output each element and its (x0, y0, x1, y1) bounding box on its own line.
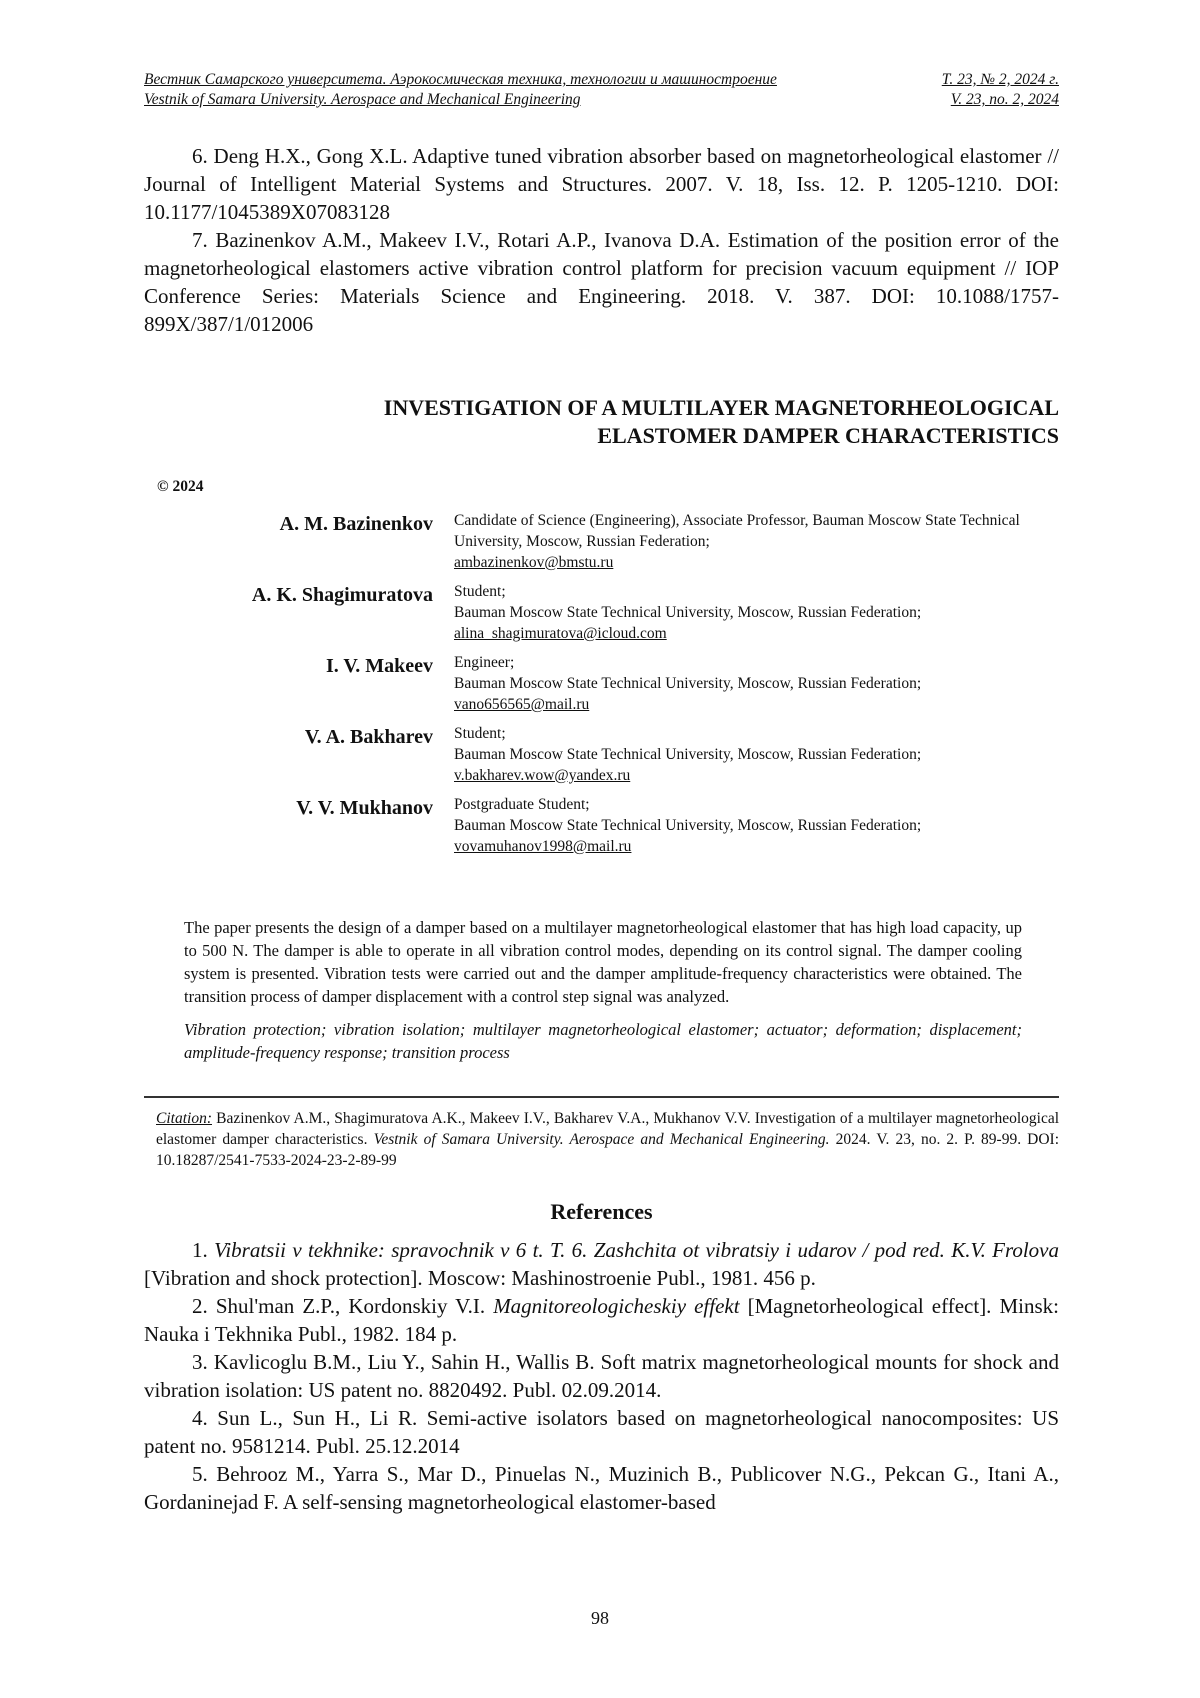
reference-number: 2. (192, 1294, 208, 1318)
abstract-block (184, 916, 1022, 1064)
reference-item: 6. Deng H.X., Gong X.L. Adaptive tuned vibration absorber based on magnetorheological elastomer // Journal of Intelligent Material Systems and Structures. 2007. V. 18, Iss. 12. P. 1205-1210. DOI: 10.1177/1045389X07083128 (144, 144, 1059, 224)
author-name: A. M. Bazinenkov (279, 513, 433, 535)
author-name: V. A. Bakharev (304, 726, 433, 748)
reference-number: 4. (192, 1406, 208, 1430)
author-name: I. V. Makeev (325, 655, 433, 677)
keywords: Vibration protection; vibration isolation; multilayer magnetorheological elastomer; actuator; deformation; displacement; amplitude-frequency response; transition process (184, 1020, 1022, 1062)
reference-item: 7. Bazinenkov A.M., Makeev I.V., Rotari A.P., Ivanova D.A. Estimation of the position error of the magnetorheological elastomers active vibration control platform for precision vacuum equipment // IOP Conference Series: Materials Science and Engineering. 2018. V. 387. DOI: 10.1088/1757-899X/387/1/012006 (144, 228, 1059, 336)
author-position: Student; (454, 583, 506, 600)
journal-name-ru: Вестник Самарского университета. Аэрокосмическая техника, технологии и машиностроение (144, 71, 777, 88)
references-heading: References (550, 1199, 653, 1224)
author-email-link[interactable]: v.bakharev.wow@yandex.ru (454, 767, 631, 784)
reference-italic-title: Vibratsii v tekhnike: spravochnik v 6 t. T. 6. Zashchita ot vibratsiy i udarov / pod red. K.V. Frolova (214, 1238, 1059, 1262)
author-entry (150, 510, 1059, 573)
reference-item (144, 1292, 1059, 1348)
citation-block (156, 1108, 1059, 1171)
reference-text: Behrooz M., Yarra S., Mar D., Pinuelas N., Muzinich B., Publicover N.G., Pekcan G., Itani A., Gordaninejad F. A self-sensing magnetorheological elastomer-based (144, 1462, 1059, 1514)
article-title (270, 394, 1059, 450)
author-affiliation: Bauman Moscow State Technical University, Moscow, Russian Federation; (454, 746, 922, 763)
reference-item (144, 1348, 1059, 1404)
author-entry (150, 652, 1059, 715)
author-position: Engineer; (454, 654, 515, 671)
references-list (144, 1236, 1059, 1516)
author-info (454, 652, 1059, 715)
running-header-en (144, 90, 1059, 110)
reference-item (144, 1404, 1059, 1460)
author-name: V. V. Mukhanov (296, 797, 433, 819)
author-affiliation: Bauman Moscow State Technical University, Moscow, Russian Federation; (454, 675, 922, 692)
volume-ru: Т. 23, № 2, 2024 г. (941, 71, 1059, 88)
previous-references (144, 142, 1059, 338)
author-position: Candidate of Science (Engineering), Associate Professor, Bauman Moscow State Technical University, Moscow, Russian Federation; (454, 512, 1020, 550)
citation-authors-title: Bazinenkov A.M., Shagimuratova A.K., Makeev I.V., Bakharev V.A., Mukhanov V.V. Investigation of a multilayer magnetorheological elastomer damper characteristics. (156, 1110, 1060, 1148)
reference-authors: Shul'man Z.P., Kordonskiy V.I. (215, 1294, 486, 1318)
author-entry (150, 581, 1059, 644)
reference-text: [Vibration and shock protection]. Moscow: Mashinostroenie Publ., 1981. 456 p. (144, 1266, 816, 1290)
author-email-link[interactable]: vovamuhanov1998@mail.ru (454, 838, 632, 855)
abstract-text: The paper presents the design of a damper based on a multilayer magnetorheological elastomer that has high load capacity, up to 500 N. The damper is able to operate in all vibration control modes, depending on its control signal. The damper cooling system is presented. Vibration tests were carried out and the damper amplitude-frequency characteristics were obtained. The transition process of damper displacement with a control step signal was analyzed. (184, 918, 1022, 1006)
reference-number: 3. (192, 1350, 208, 1374)
author-info (454, 794, 1059, 857)
journal-name-en: Vestnik of Samara University. Aerospace and Mechanical Engineering (144, 91, 581, 108)
reference-item (144, 1236, 1059, 1292)
reference-text: Kavlicoglu B.M., Liu Y., Sahin H., Wallis B. Soft matrix magnetorheological mounts for shock and vibration isolation: US patent no. 8820492. Publ. 02.09.2014. (144, 1350, 1059, 1402)
copyright: © 2024 (157, 478, 204, 495)
author-affiliation: Bauman Moscow State Technical University, Moscow, Russian Federation; (454, 604, 922, 621)
author-position: Student; (454, 725, 506, 742)
author-position: Postgraduate Student; (454, 796, 590, 813)
author-name: A. K. Shagimuratova (251, 584, 433, 606)
title-line: ELASTOMER DAMPER CHARACTERISTICS (597, 423, 1059, 448)
citation-details: 2024. V. 23, no. 2. P. 89-99. DOI: 10.18287/2541-7533-2024-23-2-89-99 (156, 1131, 1060, 1169)
reference-item (144, 1460, 1059, 1516)
author-info (454, 510, 1059, 573)
page-number: 98 (591, 1608, 609, 1628)
divider (144, 1096, 1059, 1098)
authors-list (150, 510, 1059, 865)
reference-text: Sun L., Sun H., Li R. Semi-active isolators based on magnetorheological nanocomposites: US patent no. 9581214. Publ. 25.12.2014 (144, 1406, 1060, 1458)
author-email-link[interactable]: ambazinenkov@bmstu.ru (454, 554, 614, 571)
title-line: INVESTIGATION OF A MULTILAYER MAGNETORHEOLOGICAL (383, 395, 1059, 420)
citation-journal: Vestnik of Samara University. Aerospace and Mechanical Engineering. (373, 1131, 830, 1148)
reference-number: 1. (192, 1238, 208, 1262)
author-affiliation: Bauman Moscow State Technical University, Moscow, Russian Federation; (454, 817, 922, 834)
citation-label: Citation: (156, 1110, 212, 1127)
author-info (454, 581, 1059, 644)
author-info (454, 723, 1059, 786)
volume-en: V. 23, no. 2, 2024 (950, 91, 1059, 108)
reference-italic-title: Magnitoreologicheskiy effekt (493, 1294, 740, 1318)
author-entry (150, 794, 1059, 857)
running-header-ru (144, 70, 1059, 90)
running-header (144, 70, 1059, 110)
reference-text: [Magnetorheological effect]. Minsk: Nauka i Tekhnika Publ., 1982. 184 p. (144, 1294, 1060, 1346)
author-entry (150, 723, 1059, 786)
author-email-link[interactable]: alina_shagimuratova@icloud.com (454, 625, 667, 642)
reference-number: 5. (192, 1462, 208, 1486)
author-email-link[interactable]: vano656565@mail.ru (454, 696, 590, 713)
